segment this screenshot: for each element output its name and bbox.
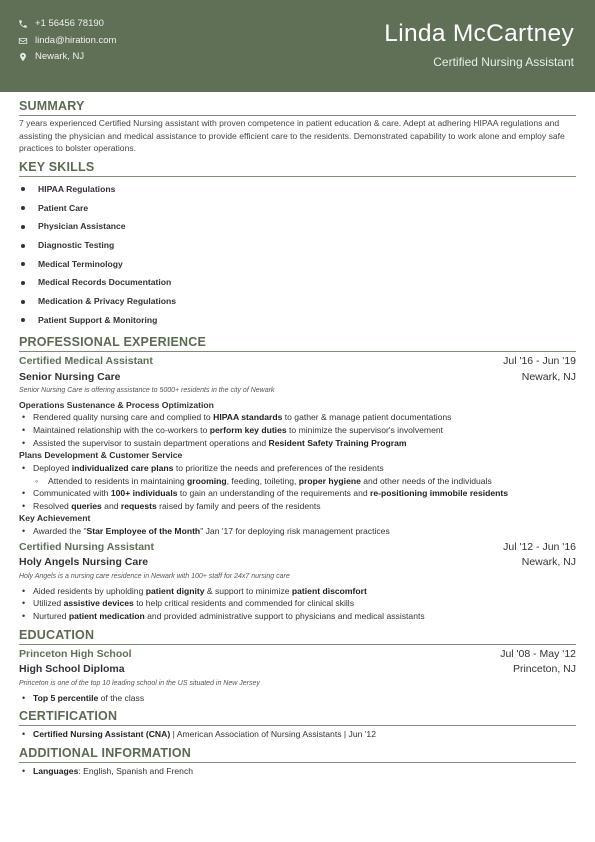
additional-bullet: • Languages: English, Spanish and French <box>19 765 576 778</box>
skill-item: Medical Records Documentation <box>19 274 576 293</box>
bullet-icon <box>21 187 25 191</box>
job-dates: Jul '12 - Jun '16 <box>503 540 576 553</box>
additional-bullets <box>19 765 576 778</box>
skills-heading: KEY SKILLS <box>19 158 576 177</box>
company-description: Holy Angels is a nursing care residence in Newark with 100+ staff for 24x7 nursing care <box>19 573 290 581</box>
additional-heading: ADDITIONAL INFORMATION <box>19 744 576 763</box>
experience-heading: PROFESSIONAL EXPERIENCE <box>19 333 576 352</box>
bullet-icon <box>21 225 25 229</box>
summary-text: 7 years experienced Certified Nursing assistant with proven competence in patient education & care. Adept at adhering HIPAA regulations and assisting the physician and medical assistance to provide efficient care to the residents. Demonstrated capability to work alone and employ safe practices to bolster operations. <box>19 118 565 154</box>
summary-heading: SUMMARY <box>19 97 576 116</box>
job-bullet: • Assisted the supervisor to sustain department operations and Resident Safety Training Program <box>19 437 576 450</box>
phone-text: +1 56456 78190 <box>35 18 104 30</box>
degree-name: High School Diploma <box>19 663 125 676</box>
resume-body <box>0 92 595 778</box>
skill-item: Patient Support & Monitoring <box>19 311 576 330</box>
school-description: Princeton is one of the top 10 leading school in the US situated in New Jersey <box>19 680 260 688</box>
education-bullet: • Top 5 percentile of the class <box>19 692 576 705</box>
candidate-name: Linda McCartney <box>384 20 574 47</box>
job-subheading: Plans Development & Customer Service <box>19 450 183 461</box>
company-description: Senior Nursing Care is offering assistance to 5000+ residents in the city of Newark <box>19 387 275 395</box>
resume-header <box>0 0 595 92</box>
job-entry-1 <box>19 354 576 538</box>
job-entry-2 <box>19 540 576 623</box>
job-bullets <box>19 411 576 449</box>
job-dates: Jul '16 - Jun '19 <box>503 354 576 367</box>
skill-item: Physician Assistance <box>19 218 576 237</box>
location-text: Newark, NJ <box>35 51 85 63</box>
company-name: Holy Angels Nursing Care <box>19 556 149 569</box>
skill-item: Diagnostic Testing <box>19 236 576 255</box>
job-bullet: • Utilized assistive devices to help critical residents and commended for clinical skills <box>19 597 576 610</box>
email-icon <box>18 36 28 46</box>
job-sub-bullet: ◦ Attended to residents in maintaining grooming, feeding, toileting, proper hygiene and other needs of the individuals <box>19 475 576 488</box>
bullet-icon <box>21 300 25 304</box>
company-name: Senior Nursing Care <box>19 370 121 383</box>
skill-item: Medical Terminology <box>19 255 576 274</box>
skills-list <box>19 180 576 330</box>
certification-bullets <box>19 728 576 741</box>
education-bullets <box>19 692 576 705</box>
education-heading: EDUCATION <box>19 626 576 645</box>
contact-info <box>18 16 116 66</box>
bullet-icon <box>21 262 25 266</box>
contact-email <box>18 33 116 50</box>
job-bullets <box>19 585 576 623</box>
job-subheading: Operations Sustenance & Process Optimization <box>19 399 214 410</box>
job-location: Newark, NJ <box>521 556 576 569</box>
job-location: Newark, NJ <box>521 370 576 383</box>
job-bullet: • Maintained relationship with the co-workers to perform key duties to minimize the supervisor's involvement <box>19 424 576 437</box>
job-subheading: Key Achievement <box>19 513 91 524</box>
bullet-icon <box>21 206 25 210</box>
job-bullet: • Communicated with 100+ individuals to gain an understanding of the requirements and re-positioning immobile residents <box>19 487 576 500</box>
job-bullets <box>19 462 576 513</box>
bullet-icon <box>21 244 25 248</box>
school-location: Princeton, NJ <box>512 663 576 676</box>
location-pin-icon <box>18 52 28 62</box>
job-bullet: • Aided residents by upholding patient dignity & support to minimize patient discomfort <box>19 585 576 598</box>
job-bullet: • Rendered quality nursing care and complied to HIPAA standards to gather & manage patient documentations <box>19 411 576 424</box>
candidate-title: Certified Nursing Assistant <box>433 55 574 69</box>
bullet-icon <box>21 281 25 285</box>
education-entry <box>19 647 576 705</box>
job-bullets <box>19 525 576 538</box>
bullet-icon <box>21 318 25 322</box>
certification-bullet: • Certified Nursing Assistant (CNA) | American Association of Nursing Assistants | Jun '12 <box>19 728 576 741</box>
phone-icon <box>18 19 28 29</box>
job-bullet: • Awarded the "Star Employee of the Month" Jan '17 for deploying risk management practices <box>19 525 576 538</box>
job-title: Certified Nursing Assistant <box>19 540 154 553</box>
contact-location <box>18 49 116 66</box>
contact-phone <box>18 16 116 33</box>
skill-item: Medication & Privacy Regulations <box>19 292 576 311</box>
school-name: Princeton High School <box>19 647 132 660</box>
job-bullet: • Resolved queries and requests raised by family and peers of the residents <box>19 500 576 513</box>
skill-item: HIPAA Regulations <box>19 180 576 199</box>
job-bullet: • Nurtured patient medication and provided administrative support to physicians and medical assistants <box>19 610 576 623</box>
job-title: Certified Medical Assistant <box>19 354 153 367</box>
skill-item: Patient Care <box>19 199 576 218</box>
email-text: linda@hiration.com <box>35 34 117 46</box>
education-dates: Jul '08 - May '12 <box>500 647 576 660</box>
job-bullet: • Deployed individualized care plans to prioritize the needs and preferences of the residents <box>19 462 576 475</box>
certification-heading: CERTIFICATION <box>19 707 576 726</box>
